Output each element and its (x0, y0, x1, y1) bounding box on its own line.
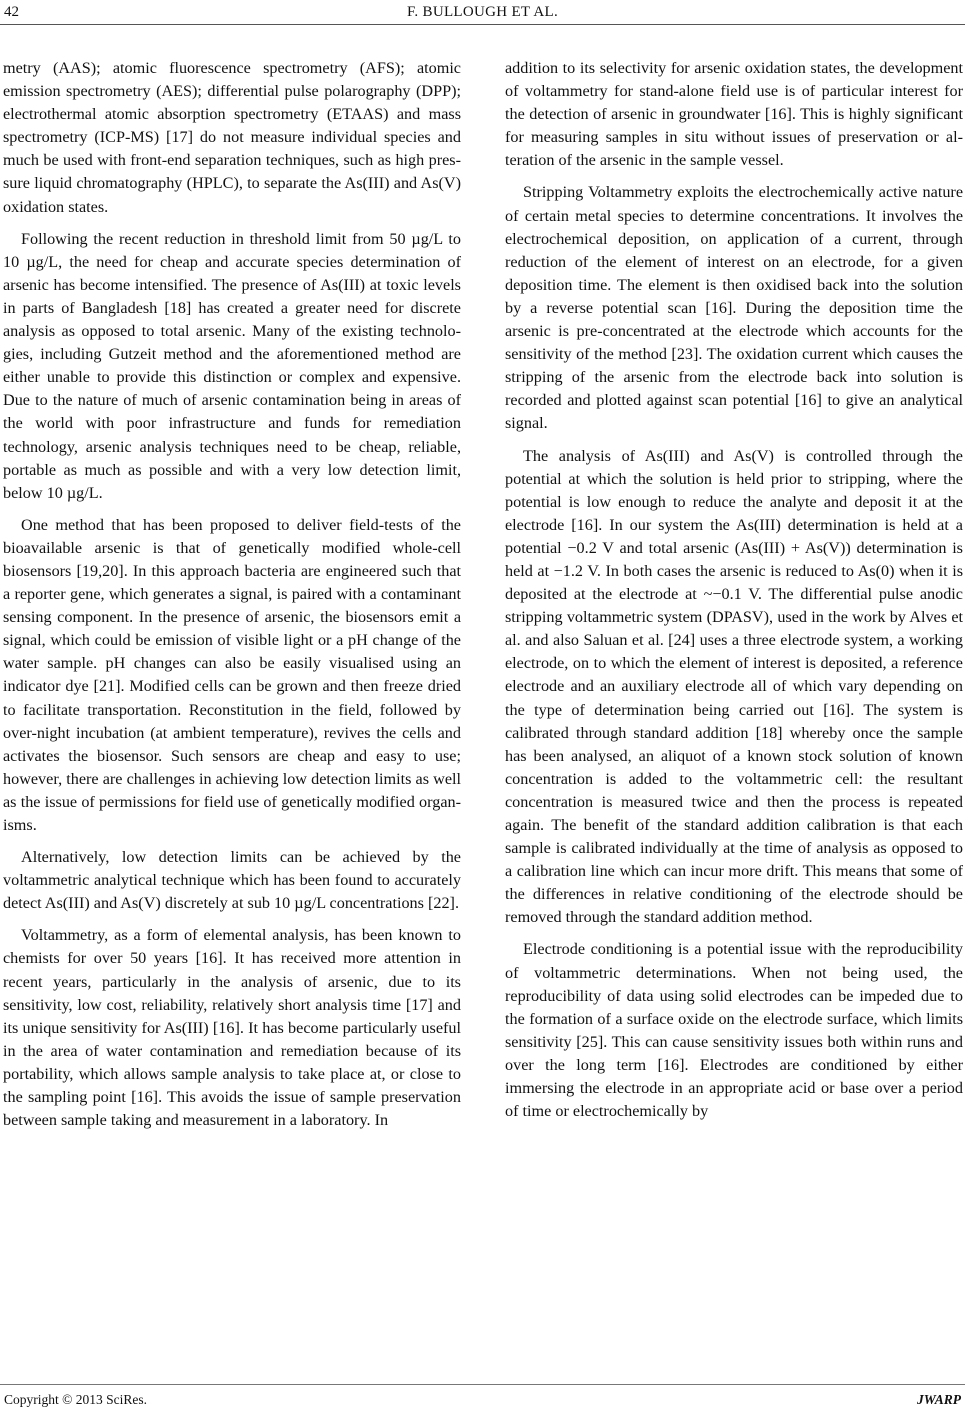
paragraph: addition to its selectivity for arsenic oxidation states, the development of voltammetry for stand-alone field use is of particular interest for the detection of arsenic in groundwater [16]. This is highly significant for measuring samples in situ without issues of preservation or alteration of the arsenic in the sample vessel. (505, 59, 963, 170)
copyright-notice: Copyright © 2013 SciRes. (4, 1392, 148, 1407)
page-number: 42 (4, 4, 19, 20)
paragraph: metry (AAS); atomic fluorescence spectrometry (AFS); atomic emission spectrometry (AES); differential pulse polarography (DPP); electrothermal atomic absorption spectrometry (ETAAS) and mass spectrometry (ICP-MS) [17] do not measure individual species and much be used with front-end separation techniques, such as high pressure liquid chromatography (HPLC), to separate the As(III) and As(V) oxidation states. (3, 59, 461, 216)
paragraph: The analysis of As(III) and As(V) is controlled through the potential at which the solution is held prior to stripping, where the potential is low enough to reduce the analyte and deposit it at the electrode [16]. In our system the As(III) determination is held at a potential −0.2 V and total arsenic (As(III) + As(V)) determination is held at −1.2 V. In both cases the arsenic is reduced to As(0) when it is deposited at the electrode at ~−0.1 V. The differential pulse anodic stripping voltammetric system (DPASV), used in the work by Alves et al. and also Saluan et al. [24] uses a three electrode system, a working electrode, on to which the element of interest is deposited, a reference electrode and an auxiliary electrode all of which vary depending on the type of determination being carried out [16]. The system is calibrated through standard addition [18] whereby once the sample has been analysed, an aliquot of a known stock solution of known concentration is added to the voltammetric cell: the resultant concentration is measured twice and then the process is repeated again. The benefit of the standard addition calibration is that each sample is calibrated individually at the time of analysis as opposed to a calibration line which can incur more drift. This means that some of the differences in relative conditioning of the electrode should be removed through the standard addition method. (505, 446, 963, 927)
right-column (505, 57, 963, 1132)
paragraph: One method that has been proposed to deliver field-tests of the bioavailable arsenic is that of genetically modified whole-cell biosensors [19,20]. In this approach bacteria are engineered such that a reporter gene, which generates a signal, is paired with a contaminant sensing component. In the presence of arsenic, the biosensors emit a signal, which could be emission of visible light or a pH change of the water sample. pH changes can also be easily visualised using an indicator dye [21]. Modified cells can be grown and then freeze dried to facilitate transportation. Reconstitution in the field, followed by over-night incubation (at ambient temperature), revives the cells and activates the biosensor. Such sensors are cheap and easy to use; however, there are challenges in achieving low detection limits as well as the issue of permissions for field use of genetically modified organisms. (3, 515, 461, 834)
running-head: F. BULLOUGH ET AL. (406, 4, 558, 20)
paragraph: Stripping Voltammetry exploits the electrochemically active nature of certain metal species to determine concentrations. It involves the electrochemical deposition, on application of a current, through reduction of the element of interest on an electrode, for a given deposition time. The element is then oxidised back into the solution by a reverse potential scan [16]. During the deposition time the arsenic is pre-concentrated at the electrode which accounts for the sensitivity of the method [23]. The oxidation current which causes the stripping of the arsenic from the electrode back into solution is recorded and plotted against scan potential [16] to give an analytical signal. (505, 183, 963, 433)
journal-name: JWARP (916, 1392, 961, 1407)
paragraph: Electrode conditioning is a potential issue with the reproducibility of voltammetric determinations. When not being used, the reproducibility of data using solid electrodes can be impeded due to the formation of a surface oxide on the electrode surface, which limits sensitivity [25]. This can cause sensitivity issues both within runs and over the long term [16]. Electrodes are conditioned by either immersing the electrode in an appropriate acid or base over a period of time or electrochemically by (505, 940, 963, 1121)
page-header (0, 0, 965, 32)
left-column (3, 57, 461, 1141)
paragraph: Following the recent reduction in threshold limit from 50 µg/L to 10 µg/L, the need for cheap and accurate species determination of arsenic has become intensified. The presence of As(III) at toxic levels in parts of Bangladesh [18] has created a greater need for discrete analysis as opposed to total arsenic. Many of the existing technologies, including Gutzeit method and the aforementioned method are either unable to provide this distinction or complex and expensive. Due to the nature of much of arsenic contamination being in areas of the world with poor infrastructure and funds for remediation technology, arsenic analysis techniques need to be cheap, reliable, portable as much as possible and with a very low detection limit, below 10 µg/L. (3, 229, 461, 502)
paragraph: Voltammetry, as a form of elemental analysis, has been known to chemists for over 50 years [16]. It has received more attention in recent years, particularly in the analysis of arsenic, due to its sensitivity, low cost, reliability, relatively short analysis time [17] and its unique sensitivity for As(III) [16]. It has become particularly useful in the area of water contamination and remediation because of its portability, which allows sample analysis to take place at, or close to the sampling point [16]. This avoids the issue of sample preservation between sample taking and measurement in a laboratory. In (3, 926, 461, 1130)
footer-rule (0, 1384, 965, 1385)
paragraph: Alternatively, low detection limits can be achieved by the voltammetric analytical technique which has been found to accurately detect As(III) and As(V) discretely at sub 10 µg/L concentrations [22]. (3, 848, 461, 913)
header-rule (0, 24, 965, 25)
